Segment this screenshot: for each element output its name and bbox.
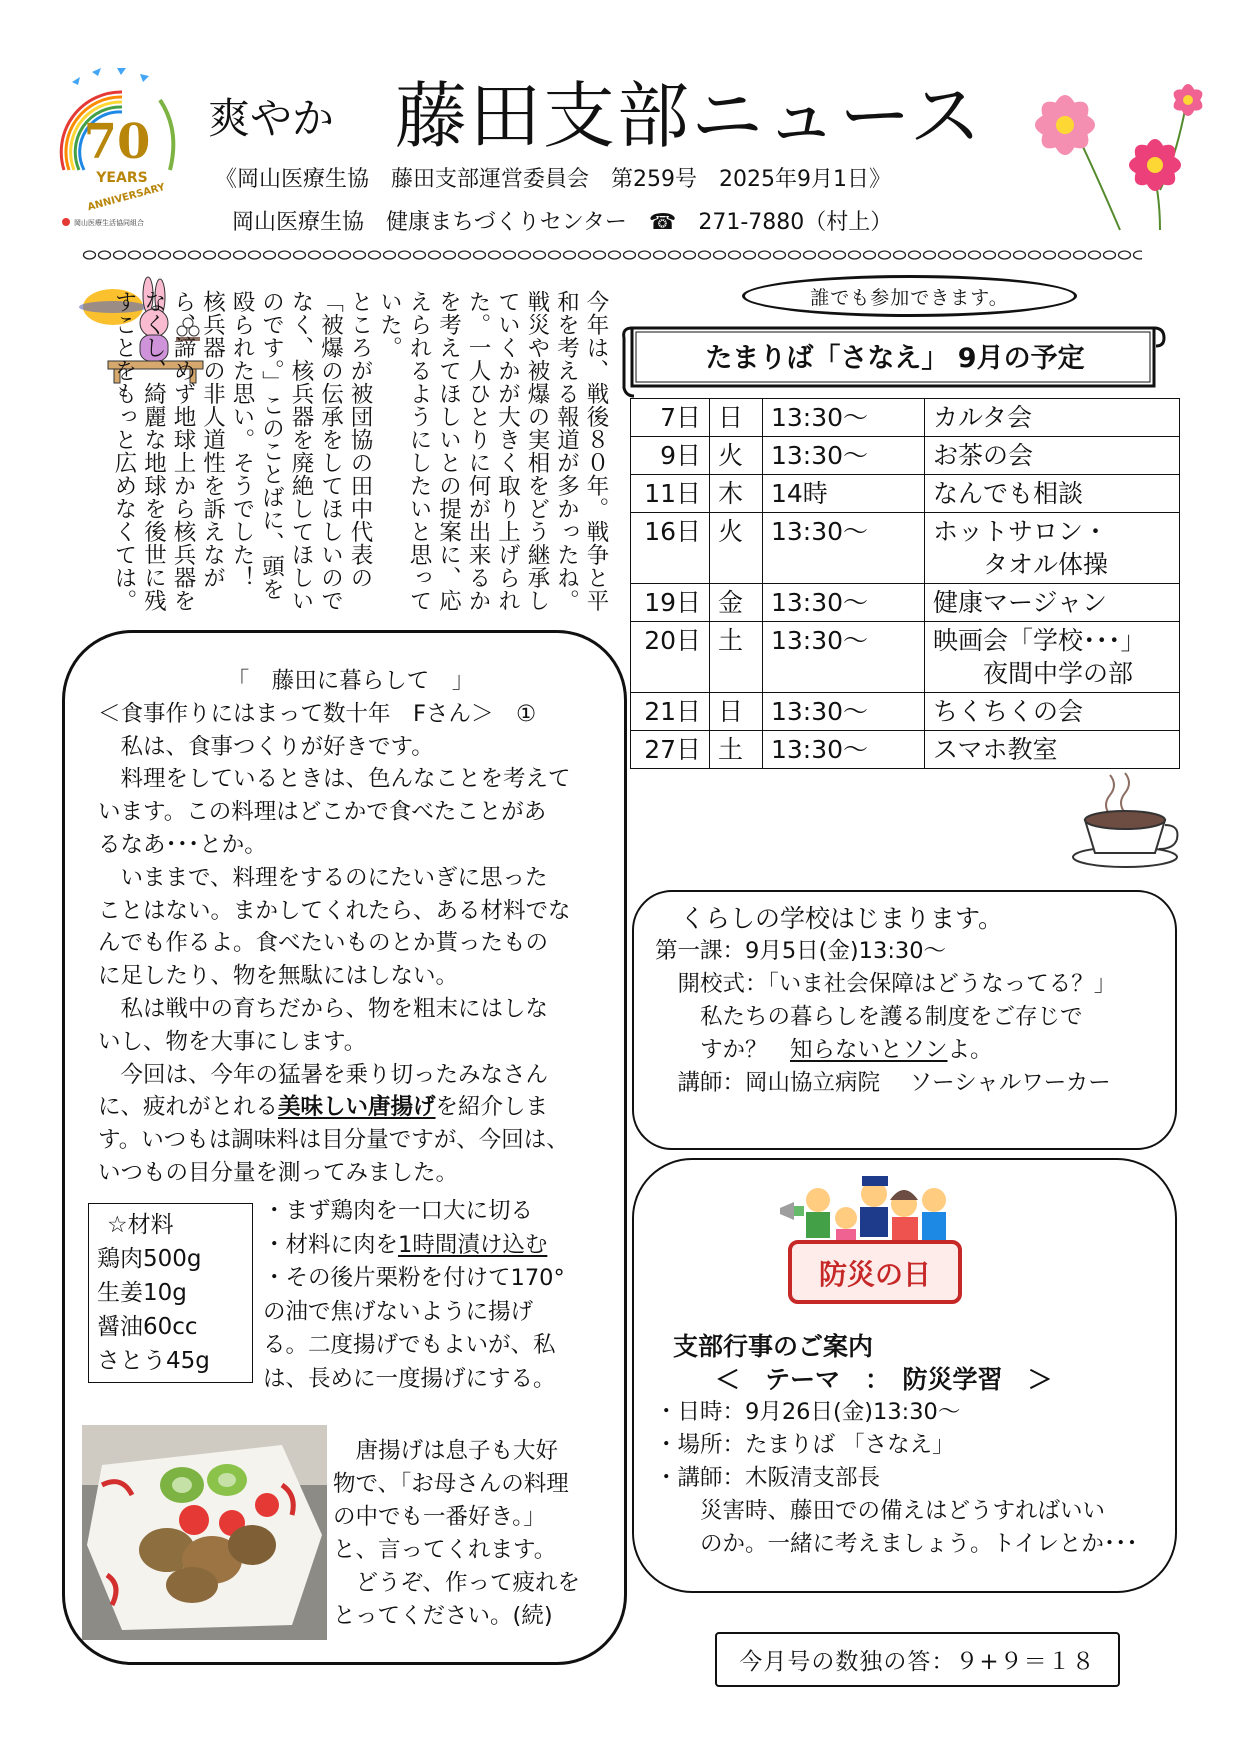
essay-line: いつもの目分量を測ってみました。 xyxy=(98,1159,459,1186)
essay-line: んでも作るよ。食べたいものとか貰ったもの xyxy=(98,930,549,957)
editorial-column xyxy=(90,290,610,620)
school-title: くらしの学校はじまります。 xyxy=(655,904,1004,933)
school-line: 開校式：「いま社会保障はどうなってる？」 xyxy=(655,971,1117,997)
70th-anniversary-logo xyxy=(52,60,192,230)
school-line: すか？ 知らないとソンよ。 xyxy=(655,1037,993,1063)
column-paragraph: 今年は、戦後８０年。戦争と平和を考える報道が多かったね。 xyxy=(553,290,609,612)
ingredients-box xyxy=(88,1203,253,1383)
recipe-step: ・その後片栗粉を付けて170° xyxy=(263,1265,565,1291)
table-row: 20日 土 13:30～ 映画会「学校･･･」 夜間中学の部 xyxy=(631,622,1180,693)
closing-line: どうぞ、作って疲れを xyxy=(333,1570,581,1596)
karaage-photo xyxy=(82,1425,327,1640)
closing-line: の中でも一番好き。」 xyxy=(333,1504,546,1530)
essay-line: 私は、食事つくりが好きです。 xyxy=(98,733,434,760)
closing-line: 唐揚げは息子も大好 xyxy=(333,1438,559,1464)
center-name: 岡山医療生協 健康まちづくりセンター xyxy=(232,210,649,235)
closing-line: 物で、「お母さんの料理 xyxy=(333,1471,569,1497)
publication-line: 《岡山医療生協 藤田支部運営委員会 第259号 2025年9月1日》 xyxy=(215,167,891,192)
event-line: のか。一緒に考えましょう。トイレとか･･･ xyxy=(655,1531,1138,1557)
school-line: 講師：岡山協立病院 ソーシャルワーカー xyxy=(655,1070,1111,1096)
logo-70: 70 xyxy=(83,114,151,170)
event-line: 災害時、藤田での備えはどうすればいい xyxy=(655,1498,1106,1524)
table-row: 16日 火 13:30～ ホットサロン・ タオル体操 xyxy=(631,513,1180,584)
school-text xyxy=(655,902,1165,1100)
school-line: 私たちの暮らしを護る制度をご存じで xyxy=(655,1004,1083,1030)
event-heading: 支部行事のご案内 xyxy=(673,1332,874,1361)
recipe-step: ・まず鶏肉を一口大に切る xyxy=(263,1198,534,1224)
recipe-step: の油で焦げないように揚げ xyxy=(263,1298,534,1325)
event-theme: ＜ テーマ ： 防災学習 ＞ xyxy=(715,1365,1053,1394)
column-paragraph: ところが被団協の田中代表の「被爆の伝承をしてほしいのでなく、核兵器を廃絶してほしいのです。」このことばに、頭を殴られた思い。そうでした！ 核兵器の非人道性を訴えながら、諦めず地球上から核兵器をなくし、綺麗な地球を後世に残すことをもっと広めなくては。 xyxy=(111,290,373,612)
center-line xyxy=(232,205,892,236)
table-row: 19日 金 13:30～ 健康マージャン xyxy=(631,584,1180,622)
page-title: 藤田支部ニュース xyxy=(395,74,984,158)
essay-line: す。いつもは調味料は目分量ですが、今回は、 xyxy=(98,1127,569,1154)
essay-line: います。この料理はどこかで食べたことがあ xyxy=(98,799,547,826)
ingredient-item: さとう45g xyxy=(97,1348,210,1374)
event-line: ・日時：9月26日(金)13:30～ xyxy=(655,1399,961,1425)
essay-line: るなあ･･･とか。 xyxy=(98,831,267,858)
school-line: 第一課：9月5日(金)13:30～ xyxy=(655,938,947,964)
closing-line: と、言ってくれます。 xyxy=(333,1537,557,1563)
ingredient-item: 醤油60cc xyxy=(97,1314,198,1340)
table-row: 9日 火 13:30～ お茶の会 xyxy=(631,437,1180,475)
essay-text xyxy=(98,665,603,1190)
disaster-prevention-day-sign xyxy=(770,1170,980,1320)
essay-title: 「 藤田に暮らして 」 xyxy=(226,668,475,694)
schedule-title: たまりば「さなえ」 9月の予定 xyxy=(705,343,1085,374)
essay-line: いし、物を大事にします。 xyxy=(98,1028,367,1055)
event-text xyxy=(655,1330,1165,1561)
logo-years: YEARS xyxy=(96,170,148,186)
closing-line: とってください。(続) xyxy=(333,1603,553,1629)
phone-number: 271-7880（村上） xyxy=(698,210,893,235)
essay-line: 今回は、今年の猛暑を乗り切ったみなさん xyxy=(98,1061,549,1088)
essay-line: 私は戦中の育ちだから、物を粗末にはしな xyxy=(98,995,549,1022)
essay-subtitle: ＜食事作りにはまって数十年 Fさん＞ ① xyxy=(98,700,537,727)
table-row: 7日 日 13:30～ カルタ会 xyxy=(631,399,1180,437)
brand-text: 爽やか xyxy=(208,94,335,143)
essay-line: 料理をしているときは、色んなことを考えて xyxy=(98,766,571,793)
recipe-highlight: 美味しい唐揚げ xyxy=(278,1094,436,1121)
essay-line: に足したり、物を無駄にはしない。 xyxy=(98,963,459,990)
coffee-cup-icon xyxy=(1070,765,1180,870)
logo-anniversary: ANNIVERSARY xyxy=(86,181,167,214)
column-paragraph: 戦災や被爆の実相をどう継承していくかが大きく取り上げられた。一人ひとりに何が出来るかを考えてほしいとの提案に、応えられるようにしたいと思っていた。 xyxy=(376,290,550,612)
essay-line: ことはない。まかしてくれたら、ある材料でな xyxy=(98,897,571,924)
logo-org: 岡山医療生活協同組合 xyxy=(74,219,144,227)
recipe-step: ・材料に肉を1時間漬け込む xyxy=(263,1231,548,1258)
essay-line: いままで、料理をするのにたいぎに思った xyxy=(98,864,548,891)
schedule-table xyxy=(630,398,1180,769)
essay-line-highlight: に、疲れがとれる美味しい唐揚げを紹介しま xyxy=(98,1094,549,1121)
open-to-all-badge: 誰でも参加できます。 xyxy=(742,275,1077,317)
sign-text: 防災の日 xyxy=(818,1258,932,1291)
table-row: 11日 木 14時 なんでも相談 xyxy=(631,475,1180,513)
table-row: 27日 土 13:30～ スマホ教室 xyxy=(631,731,1180,769)
event-line: ・講師：木阪清支部長 xyxy=(655,1465,881,1491)
recipe-steps xyxy=(263,1195,608,1396)
ingredient-item: 生姜10g xyxy=(97,1280,187,1306)
cosmos-flowers-icon xyxy=(1010,70,1210,235)
recipe-step: は、長めに一度揚げにする。 xyxy=(263,1365,556,1392)
sudoku-answer: 今月号の数独の答：９+９＝１８ xyxy=(715,1632,1120,1687)
ingredient-item: 鶏肉500g xyxy=(97,1246,202,1272)
telephone-icon: ☎ xyxy=(648,210,677,235)
ingredients-heading: ☆材料 xyxy=(107,1212,174,1238)
recipe-step: る。二度揚げでもよいが、私 xyxy=(263,1332,556,1358)
essay-closing xyxy=(333,1435,608,1633)
event-line: ・場所：たまりば 「さなえ」 xyxy=(655,1432,955,1458)
decorative-chain-divider xyxy=(82,248,1142,262)
table-row: 21日 日 13:30～ ちくちくの会 xyxy=(631,693,1180,731)
